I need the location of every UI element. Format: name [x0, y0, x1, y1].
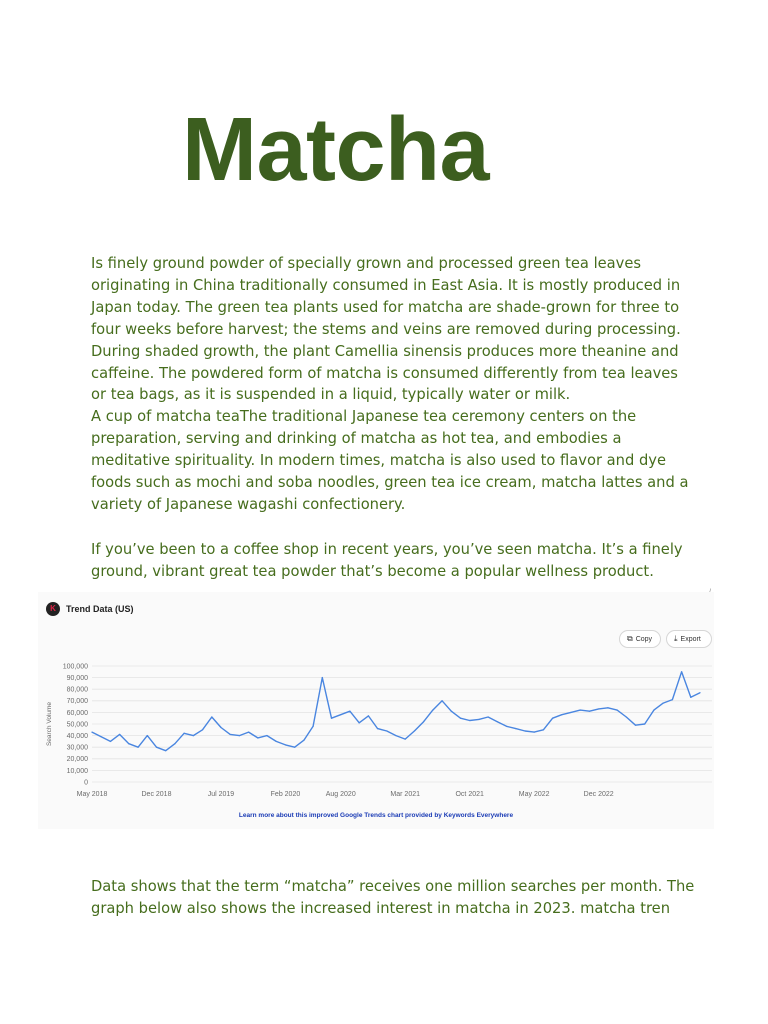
data-point	[395, 735, 396, 736]
keywords-everywhere-link[interactable]: Learn more about this improved Google Trends chart provided by Keywords Everywhere	[238, 812, 514, 819]
text-line: variety of Japanese wagashi confectionery.	[91, 495, 406, 513]
data-point	[359, 722, 360, 723]
data-point	[101, 736, 102, 737]
data-point	[506, 726, 507, 727]
data-point	[248, 732, 249, 733]
data-point	[644, 723, 645, 724]
intro-paragraph	[91, 253, 691, 516]
y-tick-label: 100,000	[62, 663, 88, 671]
data-point	[340, 714, 341, 715]
data-point	[156, 747, 157, 748]
text-line: ground, vibrant great tea powder that’s become a popular wellness product.	[91, 562, 654, 580]
data-point	[441, 700, 442, 701]
data-point	[202, 729, 203, 730]
data-point	[257, 737, 258, 738]
data-point	[211, 716, 212, 717]
data-point	[239, 735, 240, 736]
data-point	[488, 716, 489, 717]
data-point	[552, 718, 553, 719]
data-point	[663, 703, 664, 704]
text-line: During shaded growth, the plant Camellia sinensis produces more theanine and	[91, 342, 679, 360]
data-point	[699, 692, 700, 693]
data-point	[349, 711, 350, 712]
text-line: originating in China traditionally consumed in East Asia. It is mostly produced in	[91, 276, 681, 294]
x-tick-label: Dec 2022	[583, 791, 614, 798]
text-line: caffeine. The powdered form of matcha is consumed differently from tea leaves	[91, 364, 678, 382]
data-point	[331, 718, 332, 719]
data-point	[626, 716, 627, 717]
data-point	[230, 734, 231, 735]
data-point	[561, 714, 562, 715]
export-label: Export	[680, 635, 701, 643]
data-point	[690, 697, 691, 698]
text-line: preparation, serving and drinking of matcha as hot tea, and embodies a	[91, 430, 622, 448]
data-point	[285, 744, 286, 745]
data-point	[607, 707, 608, 708]
coffee-shop-paragraph	[91, 539, 691, 583]
data-point	[174, 743, 175, 744]
data-point	[423, 721, 424, 722]
text-line: Is finely ground powder of specially grown and processed green tea leaves	[91, 255, 642, 272]
data-point	[128, 743, 129, 744]
download-icon: ⤓	[674, 634, 678, 643]
data-point	[589, 711, 590, 712]
search-volume-line	[92, 672, 700, 751]
data-point	[524, 730, 525, 731]
data-point	[137, 747, 138, 748]
data-point	[184, 733, 185, 734]
x-tick-label: Dec 2018	[141, 791, 172, 798]
data-point	[266, 735, 267, 736]
data-point	[312, 726, 313, 727]
x-tick-label: May 2022	[518, 791, 550, 798]
y-tick-label: 20,000	[66, 756, 88, 764]
data-point	[570, 712, 571, 713]
data-point	[635, 725, 636, 726]
data-point	[543, 729, 544, 730]
keywords-everywhere-logo-icon: K	[46, 602, 60, 616]
copy-icon: ⧉	[627, 634, 633, 643]
text-line: meditative spirituality. In modern times, matcha is also used to flavor and dye	[91, 452, 667, 470]
data-point	[681, 671, 682, 672]
data-point	[147, 735, 148, 736]
y-tick-label: 70,000	[66, 698, 88, 706]
text-line: or tea bags, as it is suspended in a liquid, typically water or milk.	[91, 386, 571, 404]
data-point	[165, 750, 166, 751]
text-line: graph below also shows the increased interest in matcha in 2023. matcha tren	[91, 899, 671, 917]
data-point	[322, 677, 323, 678]
data-point	[432, 709, 433, 710]
data-point	[451, 711, 452, 712]
data-point	[580, 709, 581, 710]
data-point	[598, 708, 599, 709]
data-point	[653, 709, 654, 710]
y-tick-label: 10,000	[66, 767, 88, 775]
data-point	[460, 718, 461, 719]
data-point	[515, 728, 516, 729]
data-point	[119, 734, 120, 735]
data-point	[368, 715, 369, 716]
data-point	[497, 721, 498, 722]
y-axis-label: Search Volume	[46, 701, 53, 747]
y-tick-label: 30,000	[66, 744, 88, 752]
data-point	[672, 699, 673, 700]
x-tick-label: Aug 2020	[325, 791, 356, 798]
text-line: If you’ve been to a coffee shop in recent years, you’ve seen matcha. It’s a finely	[91, 541, 683, 558]
search-data-paragraph	[91, 876, 695, 920]
text-line: A cup of matcha teaThe traditional Japanese tea ceremony centers on the	[91, 408, 637, 426]
data-point	[91, 732, 92, 733]
data-point	[478, 719, 479, 720]
data-point	[110, 741, 111, 742]
y-tick-label: 0	[84, 779, 88, 787]
data-point	[386, 730, 387, 731]
y-tick-label: 40,000	[66, 733, 88, 740]
x-tick-label: May 2018	[76, 791, 108, 798]
trend-data-widget	[38, 592, 714, 829]
y-tick-label: 60,000	[66, 709, 88, 717]
data-point	[377, 728, 378, 729]
trend-line-chart	[38, 592, 714, 812]
x-tick-label: Mar 2021	[390, 791, 421, 798]
data-point	[469, 720, 470, 721]
data-point	[220, 727, 221, 728]
widget-title: Trend Data (US)	[66, 604, 134, 614]
y-tick-label: 80,000	[66, 686, 88, 694]
x-tick-label: Jul 2019	[207, 791, 235, 798]
text-line: four weeks before harvest; the stems and veins are removed during processing.	[91, 320, 681, 338]
y-tick-label: 90,000	[66, 675, 88, 682]
y-tick-label: 50,000	[66, 721, 88, 729]
data-point	[193, 735, 194, 736]
data-point	[414, 730, 415, 731]
x-tick-label: Oct 2021	[455, 791, 484, 798]
text-line: Japan today. The green tea plants used for matcha are shade-grown for three to	[91, 298, 680, 316]
data-point	[405, 738, 406, 739]
data-point	[616, 709, 617, 710]
text-line: foods such as mochi and soba noodles, green tea ice cream, matcha lattes and a	[91, 474, 689, 492]
data-point	[276, 741, 277, 742]
data-point	[303, 740, 304, 741]
document-title: Matcha	[182, 100, 490, 200]
copy-label: Copy	[635, 635, 653, 643]
data-point	[534, 732, 535, 733]
data-point	[294, 747, 295, 748]
x-tick-label: Feb 2020	[270, 791, 301, 798]
text-line: Data shows that the term “matcha” receives one million searches per month. The	[91, 878, 695, 895]
